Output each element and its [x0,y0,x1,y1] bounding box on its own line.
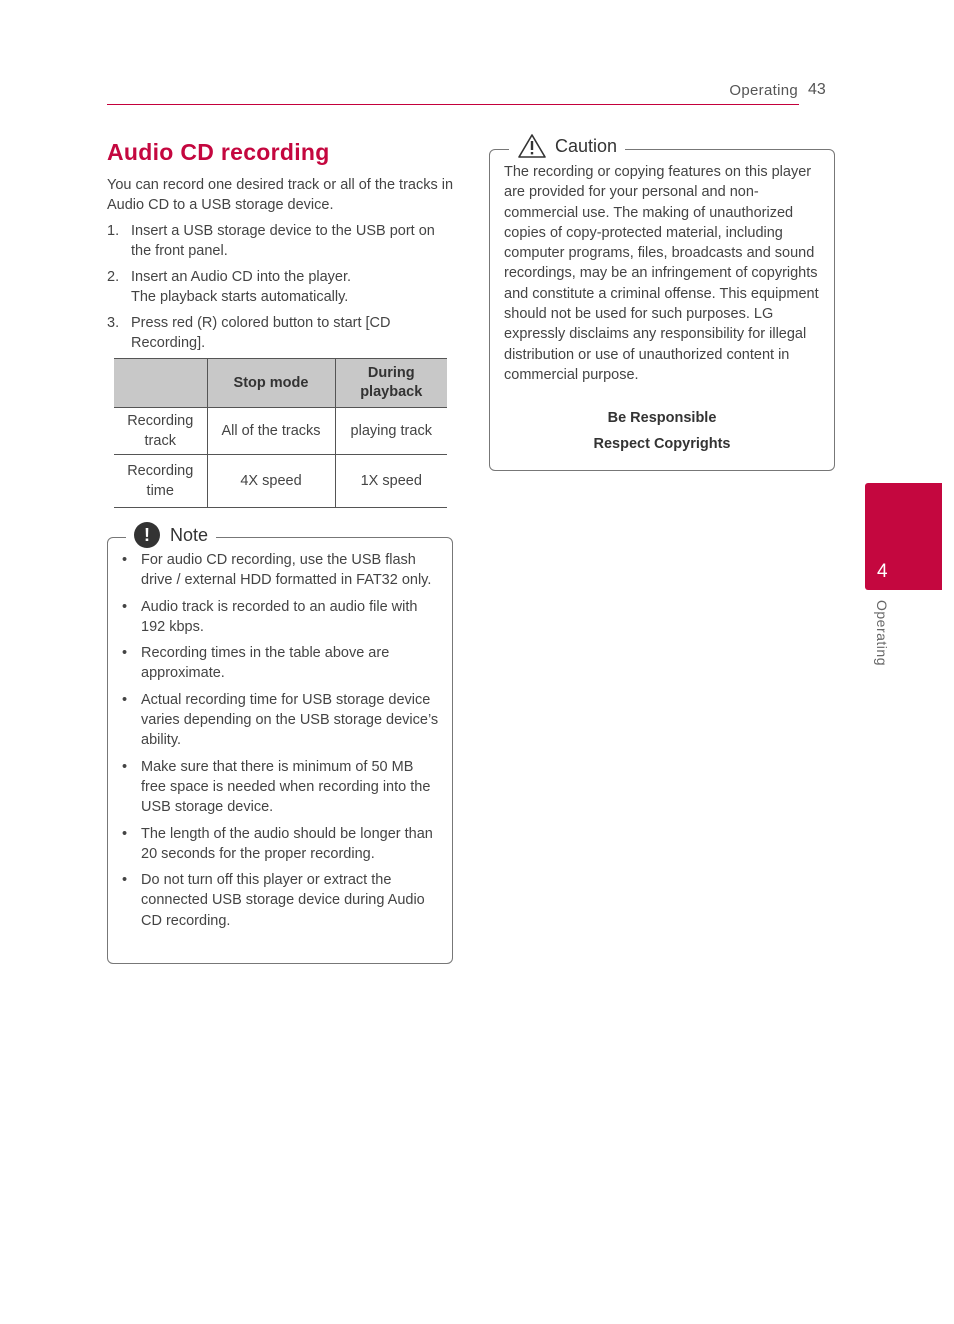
list-item: • Actual recording time for USB storage device varies depending on the USB storage device’s ability. [122,690,440,751]
table-cell: playing track [335,408,447,455]
table-cell: Recording time [114,455,207,508]
table-header-cell [114,359,207,408]
table-header-row [114,359,447,408]
step-number: 1. [107,223,120,239]
list-item: • Do not turn off this player or extract the connected USB storage device during Audio CD recording. [122,870,440,931]
caution-slogan-line2: Respect Copyrights [593,436,731,452]
table-cell: 1X speed [335,455,447,508]
caution-title: Caution [555,135,618,156]
page-number: 43 [808,81,826,98]
step-number: 3. [107,315,120,331]
step-number: 2. [107,269,120,285]
warning-triangle-icon [517,133,547,159]
note-heading [126,520,216,550]
intro-paragraph: You can record one desired track or all of the tracks in Audio CD to a USB storage device. [107,177,454,213]
list-item: • For audio CD recording, use the USB flash drive / external HDD formatted in FAT32 only. [122,550,440,591]
list-item: • Make sure that there is minimum of 50 MB free space is needed when recording into the USB storage device. [122,757,440,818]
caution-slogan-line1: Be Responsible [607,410,717,426]
table-row [114,455,447,508]
header-rule [107,104,799,105]
table-header-cell: Stop mode [207,359,335,408]
step-item [107,267,457,307]
table-header-cell: During playback [335,359,447,408]
steps-list [107,221,457,359]
chapter-number: 4 [877,561,888,582]
table-row [114,408,447,455]
caution-heading [509,131,625,161]
caution-text: The recording or copying features on this player are provided for your personal and non-commercial use. The making of unauthorized copies of copy-protected material, including computer programs, files, broadcasts and sound recordings, may be an infringement of copyrights and constitute a criminal offense. This equipment should not be used for such purposes. LG expressly disclaims any responsibility for illegal distribution or use of unauthorized content in commercial purpose. [504,164,819,383]
note-list [122,550,440,937]
step-text: Insert a USB storage device to the USB port on the front panel. [131,223,435,259]
chapter-label: Operating [874,600,890,666]
step-subtext: The playback starts automatically. [131,289,349,305]
section-title: Audio CD recording [107,139,330,165]
table-cell: All of the tracks [207,408,335,455]
step-item [107,313,457,353]
list-item: • The length of the audio should be longer than 20 seconds for the proper recording. [122,824,440,865]
exclamation-icon: ! [134,522,160,548]
note-title: Note [170,524,209,545]
step-item [107,221,457,261]
list-item: • Recording times in the table above are approximate. [122,643,440,684]
list-item: • Audio track is recorded to an audio file with 192 kbps. [122,597,440,638]
recording-table [114,358,447,508]
table-cell: Recording track [114,408,207,455]
step-text: Press red (R) colored button to start [CD Recording]. [131,315,391,351]
step-text: Insert an Audio CD into the player. [131,269,352,285]
table-cell: 4X speed [207,455,335,508]
running-header-section: Operating [729,82,798,99]
